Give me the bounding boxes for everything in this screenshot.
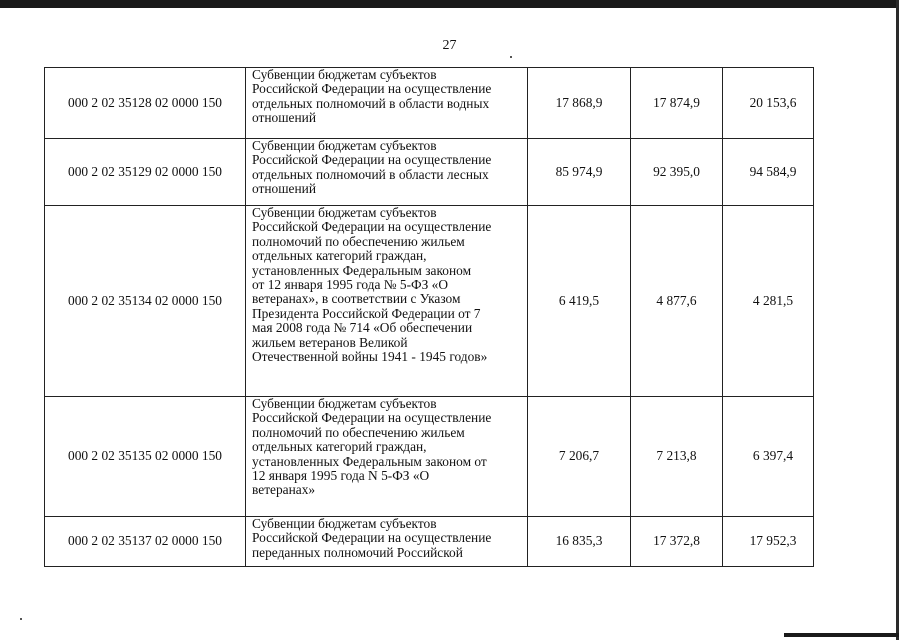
page-number: 27 [442, 38, 457, 53]
description-line: Российской Федерации на осуществление [252, 410, 492, 426]
scan-speck [20, 618, 22, 620]
description-line: полномочий по обеспечению жильем [252, 424, 465, 440]
description-line: отдельных категорий граждан, [252, 439, 427, 455]
value-year-1: 7 206,7 [528, 397, 631, 517]
description-line: Президента Российской Федерации от 7 [252, 305, 481, 321]
value-year-2: 92 395,0 [631, 139, 723, 206]
row-description [246, 139, 528, 206]
description-line: жильем ветеранов Великой [252, 334, 408, 350]
description-line: Российской Федерации на осуществление [252, 81, 492, 97]
scan-mark-bottom [784, 633, 899, 637]
description-line: Субвенции бюджетам субъектов [252, 396, 437, 411]
row-code: 000 2 02 35128 02 0000 150 [45, 68, 246, 139]
description-line: от 12 января 1995 года № 5-ФЗ «О [252, 277, 449, 293]
description-line: установленных Федеральным законом от [252, 453, 487, 469]
value-year-1: 85 974,9 [528, 139, 631, 206]
description-line: ветеранах» [252, 482, 316, 498]
value-year-2: 17 874,9 [631, 68, 723, 139]
table-row [45, 206, 814, 397]
description-line: Российской Федерации на осуществление [252, 219, 492, 235]
row-code: 000 2 02 35137 02 0000 150 [45, 517, 246, 567]
description-line: ветеранах», в соответствии с Указом [252, 291, 461, 307]
row-description [246, 206, 528, 397]
row-code: 000 2 02 35134 02 0000 150 [45, 206, 246, 397]
description-line: 12 января 1995 года N 5-ФЗ «О [252, 468, 430, 484]
value-year-3: 94 584,9 [723, 139, 814, 206]
description-line: Субвенции бюджетам субъектов [252, 205, 437, 220]
description-line: отдельных категорий граждан, [252, 248, 427, 264]
row-description [246, 397, 528, 517]
value-year-1: 17 868,9 [528, 68, 631, 139]
description-line: отношений [252, 110, 316, 126]
value-year-3: 17 952,3 [723, 517, 814, 567]
description-line: отдельных полномочий в области водных [252, 95, 490, 111]
description-line: Субвенции бюджетам субъектов [252, 516, 437, 531]
description-line: Субвенции бюджетам субъектов [252, 138, 437, 153]
value-year-3: 6 397,4 [723, 397, 814, 517]
value-year-2: 7 213,8 [631, 397, 723, 517]
value-year-1: 6 419,5 [528, 206, 631, 397]
budget-table [44, 67, 814, 567]
value-year-3: 20 153,6 [723, 68, 814, 139]
scan-edge-top [0, 0, 899, 8]
description-line: отдельных полномочий в области лесных [252, 166, 489, 182]
description-line: установленных Федеральным законом [252, 262, 472, 278]
description-line: мая 2008 года № 714 «Об обеспечении [252, 320, 473, 336]
value-year-3: 4 281,5 [723, 206, 814, 397]
value-year-2: 17 372,8 [631, 517, 723, 567]
description-line: полномочий по обеспечению жильем [252, 233, 465, 249]
table-row [45, 139, 814, 206]
description-line: Отечественной войны 1941 - 1945 годов» [252, 349, 488, 365]
table-row [45, 397, 814, 517]
table-row [45, 517, 814, 567]
row-code: 000 2 02 35129 02 0000 150 [45, 139, 246, 206]
row-description [246, 517, 528, 567]
table-row [45, 68, 814, 139]
row-description [246, 68, 528, 139]
description-line: переданных полномочий Российской [252, 544, 463, 560]
value-year-1: 16 835,3 [528, 517, 631, 567]
value-year-2: 4 877,6 [631, 206, 723, 397]
scan-speck [510, 56, 512, 58]
description-line: Субвенции бюджетам субъектов [252, 67, 437, 82]
description-line: Российской Федерации на осуществление [252, 530, 492, 546]
description-line: отношений [252, 181, 316, 197]
description-line: Российской Федерации на осуществление [252, 152, 492, 168]
row-code: 000 2 02 35135 02 0000 150 [45, 397, 246, 517]
